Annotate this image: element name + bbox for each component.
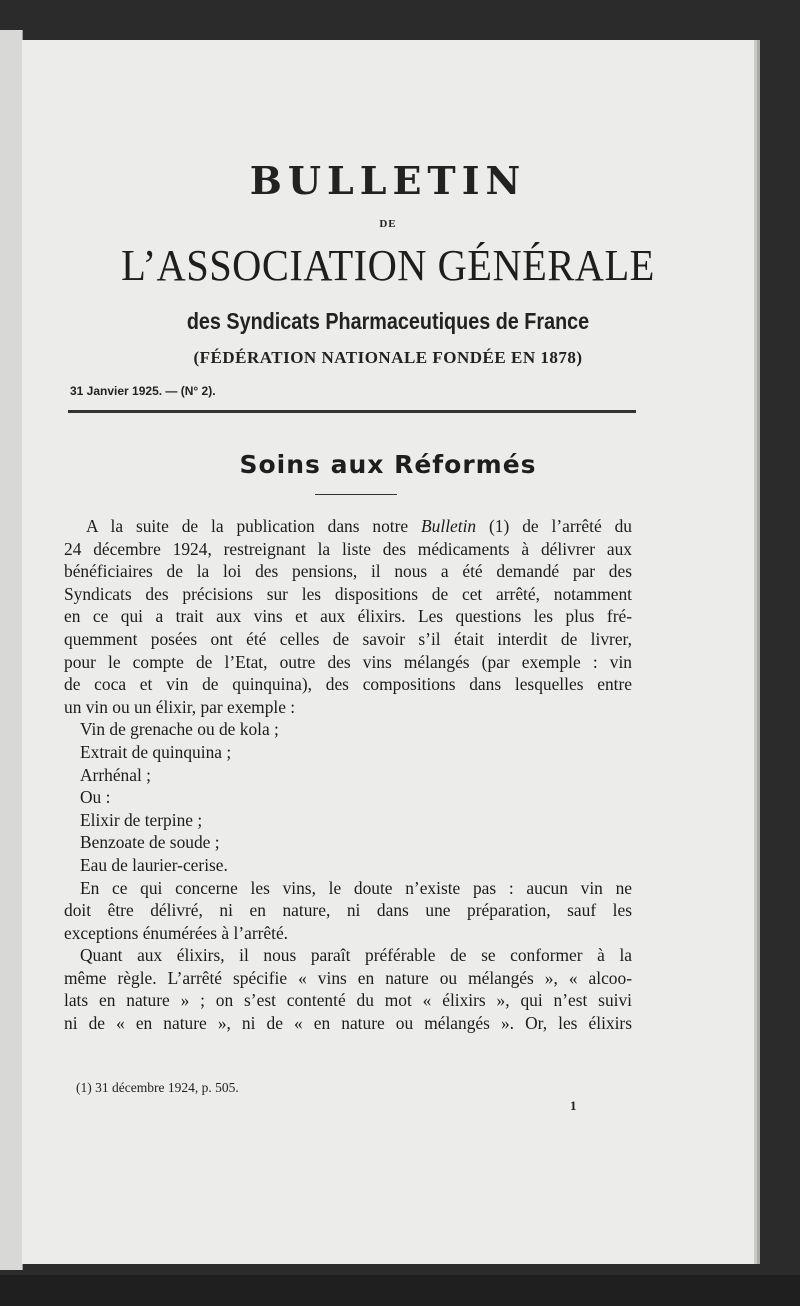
- paragraph-line: un vin ou un élixir, par exemple :: [64, 696, 296, 717]
- masthead-federation: (FÉDÉRATION NATIONALE FONDÉE EN 1878): [193, 348, 583, 367]
- paragraph-line: exceptions énumérées à l’arrêté.: [64, 922, 289, 943]
- paragraph-line: en ce qui a trait aux vins et aux élixirs. Les questions les plus fré-: [64, 606, 632, 627]
- paragraph-line: doit être délivré, ni en nature, ni dans une préparation, sauf les: [64, 900, 632, 921]
- paragraph-line: quemment posées ont été celles de savoir s’il était interdit de livrer,: [64, 628, 632, 649]
- paragraph-line: pour le compte de l’Etat, outre des vins mélangés (par exemple : vin: [64, 651, 632, 672]
- paragraph-line: même règle. L’arrêté spécifie « vins en nature ou mélangés », « alcoo-: [64, 967, 632, 988]
- paragraph-line: Syndicats des précisions sur les dispositions de cet arrêté, notamment: [64, 583, 632, 604]
- title-underline: [315, 494, 397, 495]
- document-page: [22, 40, 754, 1264]
- masthead-de: DE: [379, 218, 397, 230]
- masthead-title: BULLETIN: [249, 158, 527, 203]
- list-item: Ou :: [80, 787, 111, 808]
- paragraph-line: Quant aux élixirs, il nous paraît préférable de se conformer à la: [80, 945, 632, 966]
- page-number: 1: [570, 1098, 577, 1113]
- list-item: Arrhénal ;: [80, 764, 151, 785]
- list-item: Extrait de quinquina ;: [80, 741, 232, 762]
- list-item: Benzoate de soude ;: [80, 832, 220, 853]
- paragraph-line: En ce qui concerne les vins, le doute n’existe pas : aucun vin ne: [80, 877, 632, 898]
- list-item: Elixir de terpine ;: [80, 809, 203, 830]
- paragraph-line: bénéficiaires de la loi des pensions, il nous a été demandé par des: [64, 561, 632, 582]
- issue-date: 31 Janvier 1925. — (N° 2).: [70, 384, 216, 398]
- list-item: Eau de laurier-cerise.: [80, 854, 228, 875]
- list-item: Vin de grenache ou de kola ;: [80, 719, 279, 740]
- left-page-edge: [0, 30, 23, 1270]
- article-body: [64, 515, 632, 1035]
- paragraph-line: de coca et vin de quinquina), des compositions dans lesquelles entre: [64, 674, 632, 695]
- article-title: Soins aux Réformés: [239, 450, 537, 479]
- header-rule: [68, 410, 636, 413]
- paragraph-line: 24 décembre 1924, restreignant la liste des médicaments à délivrer aux: [64, 538, 632, 559]
- footnote: (1) 31 décembre 1924, p. 505.: [76, 1080, 239, 1095]
- paragraph-line: lats en nature » ; on s’est contenté du mot « élixirs », qui n’est suivi: [64, 990, 632, 1011]
- masthead-subtitle: des Syndicats Pharmaceutiques de France: [186, 308, 590, 334]
- paragraph-line: ni de « en nature », ni de « en nature ou mélangés ». Or, les élixirs: [64, 1013, 632, 1034]
- paragraph-line: A la suite de la publication dans notre Bulletin (1) de l’arrêté du: [86, 516, 632, 536]
- masthead-association: L’ASSOCIATION GÉNÉRALE: [121, 241, 655, 290]
- bulletin-italic: Bulletin: [421, 516, 477, 536]
- scan-border: [0, 1275, 800, 1306]
